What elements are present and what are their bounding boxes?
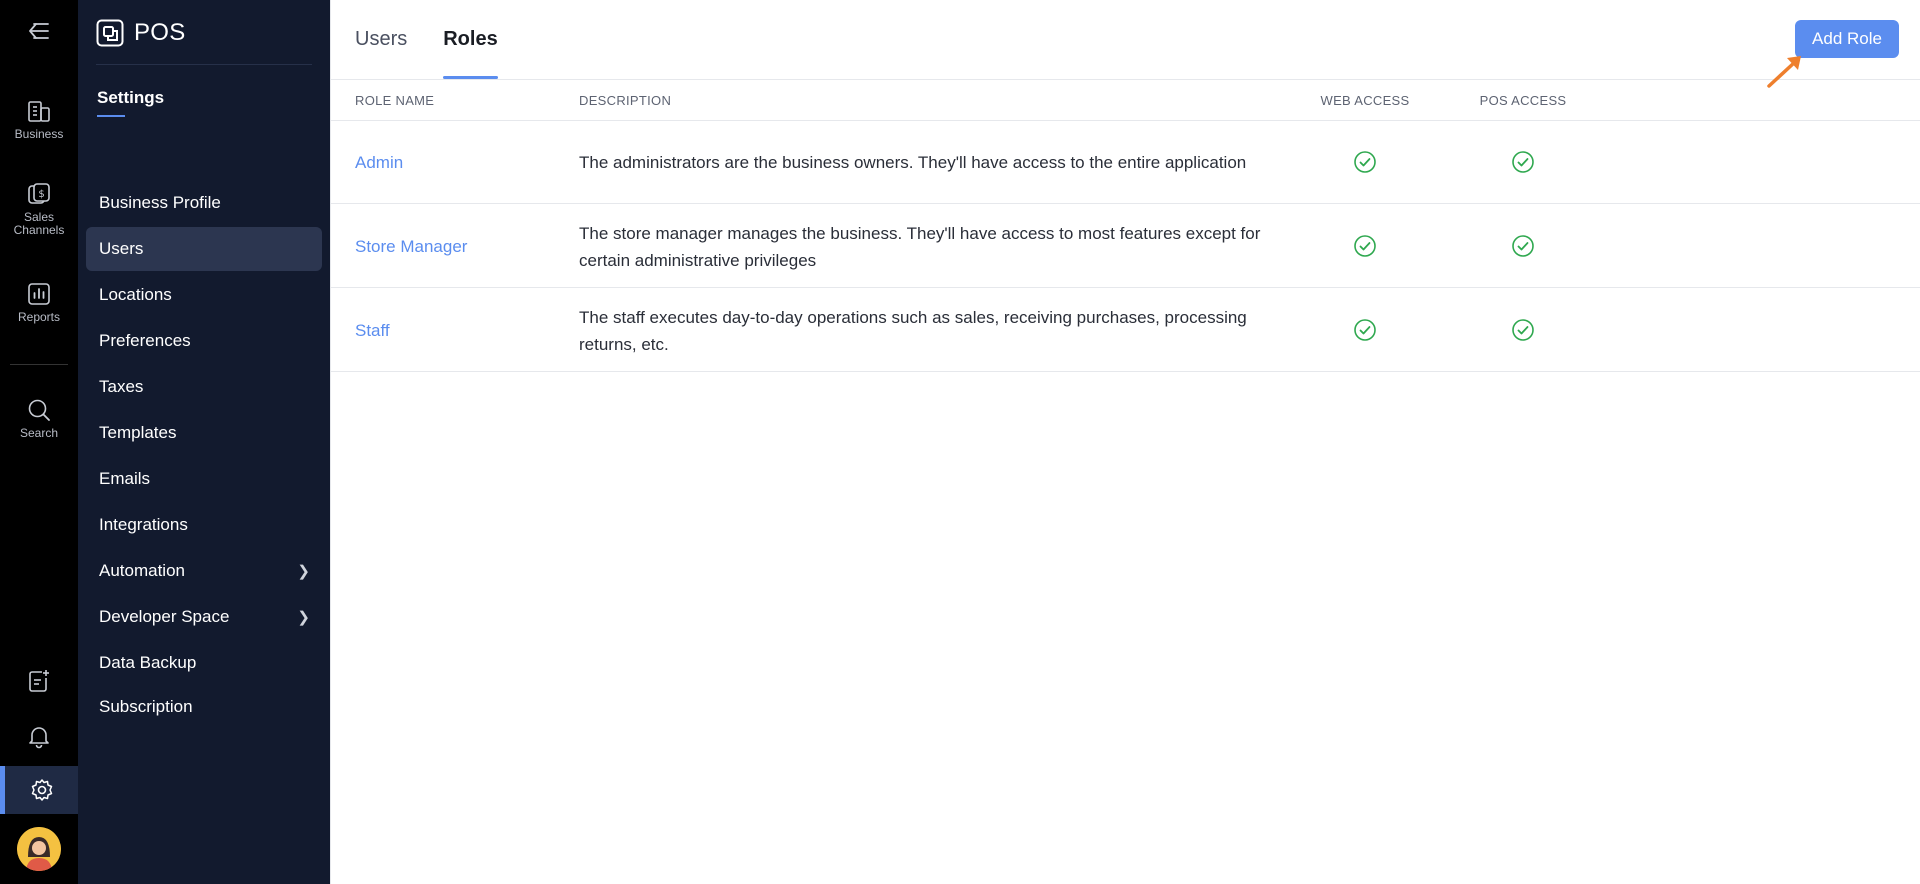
reports-icon (26, 281, 52, 307)
menu-item-integrations[interactable] (86, 503, 322, 547)
menu-item-developer-space[interactable] (86, 595, 322, 639)
rail-label-search: Search (19, 426, 59, 440)
menu-item-taxes[interactable] (86, 365, 322, 409)
check-circle-icon (1353, 318, 1377, 342)
role-description: The administrators are the business owners. They'll have access to the entire application (579, 153, 1247, 172)
menu-item-label: Subscription (99, 697, 193, 716)
menu-item-preferences[interactable] (86, 319, 322, 363)
icon-rail (0, 0, 78, 884)
gear-icon (29, 777, 55, 803)
check-circle-icon (1511, 150, 1535, 174)
column-header-pos-access: POS ACCESS (1479, 93, 1567, 108)
column-header-description: DESCRIPTION (579, 93, 672, 108)
chevron-right-icon: ❯ (297, 609, 310, 626)
rail-label-reports: Reports (17, 310, 61, 324)
menu-item-label: Emails (99, 469, 151, 488)
add-role-button[interactable]: Add Role (1795, 20, 1899, 58)
menu-item-data-backup[interactable] (86, 641, 322, 685)
table-header (331, 80, 1920, 121)
role-name-link[interactable]: Store Manager (355, 236, 468, 256)
sales-channels-icon (26, 181, 52, 207)
rail-item-settings[interactable] (0, 766, 78, 814)
main-content (330, 0, 1920, 884)
note-add-icon (26, 668, 52, 694)
menu-item-emails[interactable] (86, 457, 322, 501)
rail-item-business[interactable] (0, 98, 78, 141)
check-circle-icon (1353, 150, 1377, 174)
rail-item-reports[interactable] (0, 281, 78, 324)
check-circle-icon (1353, 234, 1377, 258)
collapse-menu-icon (26, 18, 52, 44)
search-icon (26, 397, 52, 423)
rail-label-business: Business (14, 127, 64, 141)
column-header-web-access: WEB ACCESS (1320, 93, 1410, 108)
menu-item-label: Locations (99, 285, 172, 304)
menu-item-label: Developer Space (99, 607, 230, 626)
menu-item-users[interactable] (86, 227, 322, 271)
menu-item-label: Templates (99, 423, 177, 442)
menu-item-automation[interactable] (86, 549, 322, 593)
check-circle-icon (1511, 234, 1535, 258)
avatar[interactable] (17, 827, 61, 871)
collapse-menu-button[interactable] (0, 18, 78, 44)
pos-logo-icon (96, 19, 124, 47)
rail-item-notifications[interactable] (0, 723, 78, 749)
menu-item-label: Taxes (99, 377, 144, 396)
user-avatar-icon (17, 827, 61, 871)
settings-sidebar (78, 0, 330, 884)
menu-item-locations[interactable] (86, 273, 322, 317)
settings-menu (86, 181, 322, 729)
building-icon (26, 98, 52, 124)
role-description: The store manager manages the business. They'll have access to most features except for certain administrative privileges (579, 223, 1261, 270)
table-row (331, 289, 1920, 372)
tab-bar (355, 0, 498, 79)
settings-title: Settings (97, 88, 165, 107)
brand[interactable] (96, 18, 186, 48)
menu-item-label: Business Profile (99, 193, 221, 212)
role-description: The staff executes day-to-day operations such as sales, receiving purchases, processing returns, etc. (579, 307, 1247, 354)
rail-divider (10, 364, 68, 365)
menu-item-business-profile[interactable] (86, 181, 322, 225)
role-name-link[interactable]: Admin (355, 152, 404, 172)
column-header-role-name: ROLE NAME (355, 93, 435, 108)
brand-name: POS (134, 19, 186, 46)
menu-item-label: Integrations (99, 515, 188, 534)
tab-roles[interactable]: Roles (443, 0, 497, 79)
rail-label-sales-channels: Sales Channels (13, 210, 65, 237)
chevron-right-icon: ❯ (297, 563, 310, 580)
rail-item-whats-new[interactable] (0, 668, 78, 694)
bell-icon (26, 723, 52, 749)
rail-item-search[interactable] (0, 397, 78, 440)
table-row (331, 121, 1920, 204)
svg-text:$: $ (38, 189, 45, 200)
settings-title-underline (97, 115, 125, 117)
menu-item-subscription[interactable] (86, 687, 322, 727)
menu-item-label: Preferences (99, 331, 191, 350)
rail-item-sales-channels[interactable] (0, 181, 78, 237)
menu-item-label: Automation (99, 561, 185, 580)
brand-divider (96, 64, 312, 65)
role-name-link[interactable]: Staff (355, 320, 390, 340)
menu-item-label: Data Backup (99, 653, 197, 672)
menu-item-label: Users (99, 239, 144, 258)
check-circle-icon (1511, 318, 1535, 342)
tab-users[interactable]: Users (355, 28, 408, 50)
table-row (331, 205, 1920, 288)
menu-item-templates[interactable] (86, 411, 322, 455)
